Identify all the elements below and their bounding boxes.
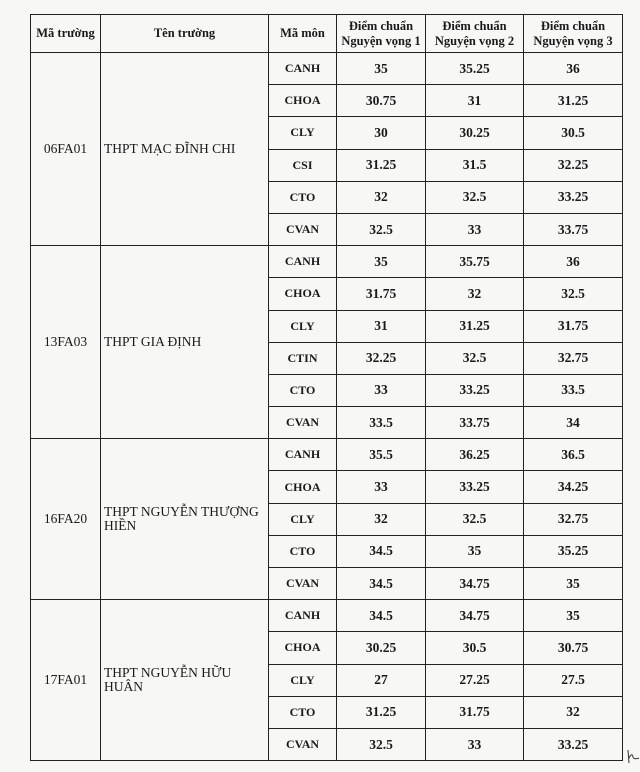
score-nv2: 31.25 — [426, 310, 524, 342]
score-nv1: 31.75 — [337, 278, 426, 310]
score-nv3: 27.5 — [524, 664, 623, 696]
subject-code: CHOA — [269, 85, 337, 117]
score-nv1: 31 — [337, 310, 426, 342]
table-row — [31, 439, 623, 471]
subject-code: CANH — [269, 439, 337, 471]
school-code: 13FA03 — [31, 246, 101, 439]
score-nv3: 36 — [524, 246, 623, 278]
score-nv2: 36.25 — [426, 439, 524, 471]
score-nv1: 31.25 — [337, 149, 426, 181]
score-nv3: 31.75 — [524, 310, 623, 342]
score-nv3: 35 — [524, 568, 623, 600]
header-nv1: Điểm chuẩn Nguyện vọng 1 — [337, 15, 426, 53]
score-nv2: 32.5 — [426, 181, 524, 213]
subject-code: CLY — [269, 310, 337, 342]
score-nv2: 33.25 — [426, 471, 524, 503]
score-nv3: 35.25 — [524, 535, 623, 567]
subject-code: CLY — [269, 664, 337, 696]
score-nv1: 34.5 — [337, 535, 426, 567]
score-nv1: 30.75 — [337, 85, 426, 117]
school-name: THPT GIA ĐỊNH — [101, 246, 269, 439]
score-nv2: 30.5 — [426, 632, 524, 664]
score-nv2: 32 — [426, 278, 524, 310]
header-school-code: Mã trường — [31, 15, 101, 53]
score-nv3: 33.5 — [524, 374, 623, 406]
table-row — [31, 53, 623, 85]
score-nv1: 30 — [337, 117, 426, 149]
header-nv3: Điểm chuẩn Nguyện vọng 3 — [524, 15, 623, 53]
header-school-name: Tên trường — [101, 15, 269, 53]
subject-code: CTO — [269, 535, 337, 567]
school-code: 16FA20 — [31, 439, 101, 600]
admission-scores-table — [30, 14, 623, 761]
score-nv2: 31.75 — [426, 696, 524, 728]
score-nv2: 33.25 — [426, 374, 524, 406]
score-nv3: 36.5 — [524, 439, 623, 471]
header-row — [31, 15, 623, 53]
score-nv2: 35.25 — [426, 53, 524, 85]
score-nv1: 32 — [337, 181, 426, 213]
score-nv1: 32.25 — [337, 342, 426, 374]
score-nv3: 32.75 — [524, 503, 623, 535]
subject-code: CTO — [269, 696, 337, 728]
score-nv2: 35 — [426, 535, 524, 567]
subject-code: CTIN — [269, 342, 337, 374]
subject-code: CVAN — [269, 568, 337, 600]
score-nv3: 35 — [524, 600, 623, 632]
score-nv2: 32.5 — [426, 503, 524, 535]
school-code: 06FA01 — [31, 53, 101, 246]
score-nv1: 34.5 — [337, 568, 426, 600]
score-nv1: 35 — [337, 246, 426, 278]
school-code: 17FA01 — [31, 600, 101, 761]
score-nv2: 34.75 — [426, 600, 524, 632]
table-row — [31, 600, 623, 632]
subject-code: CANH — [269, 246, 337, 278]
subject-code: CTO — [269, 181, 337, 213]
header-nv2: Điểm chuẩn Nguyện vọng 2 — [426, 15, 524, 53]
subject-code: CHOA — [269, 278, 337, 310]
score-nv3: 32.5 — [524, 278, 623, 310]
score-nv3: 32 — [524, 696, 623, 728]
subject-code: CVAN — [269, 407, 337, 439]
score-nv3: 36 — [524, 53, 623, 85]
score-nv3: 30.5 — [524, 117, 623, 149]
score-nv2: 31.5 — [426, 149, 524, 181]
score-nv1: 35.5 — [337, 439, 426, 471]
score-nv3: 31.25 — [524, 85, 623, 117]
subject-code: CVAN — [269, 213, 337, 245]
subject-code: CVAN — [269, 728, 337, 760]
score-nv3: 33.25 — [524, 728, 623, 760]
score-nv1: 34.5 — [337, 600, 426, 632]
score-nv2: 33 — [426, 213, 524, 245]
score-nv2: 30.25 — [426, 117, 524, 149]
score-nv2: 27.25 — [426, 664, 524, 696]
score-nv3: 32.25 — [524, 149, 623, 181]
score-nv2: 32.5 — [426, 342, 524, 374]
score-nv1: 27 — [337, 664, 426, 696]
subject-code: CTO — [269, 374, 337, 406]
score-nv1: 30.25 — [337, 632, 426, 664]
subject-code: CLY — [269, 117, 337, 149]
score-nv1: 33 — [337, 374, 426, 406]
subject-code: CHOA — [269, 471, 337, 503]
score-nv3: 34.25 — [524, 471, 623, 503]
subject-code: CHOA — [269, 632, 337, 664]
score-nv1: 32.5 — [337, 213, 426, 245]
score-nv2: 35.75 — [426, 246, 524, 278]
subject-code: CSI — [269, 149, 337, 181]
score-nv3: 33.75 — [524, 213, 623, 245]
subject-code: CANH — [269, 600, 337, 632]
score-nv1: 33 — [337, 471, 426, 503]
school-name: THPT NGUYỄN HỮU HUÂN — [101, 600, 269, 761]
score-nv2: 33.75 — [426, 407, 524, 439]
table-body — [31, 53, 623, 761]
header-subject-code: Mã môn — [269, 15, 337, 53]
signature-mark-icon — [626, 748, 640, 764]
score-nv1: 32.5 — [337, 728, 426, 760]
score-nv3: 34 — [524, 407, 623, 439]
school-name: THPT NGUYỄN THƯỢNG HIỀN — [101, 439, 269, 600]
score-nv1: 33.5 — [337, 407, 426, 439]
score-nv1: 31.25 — [337, 696, 426, 728]
score-nv2: 33 — [426, 728, 524, 760]
score-nv3: 30.75 — [524, 632, 623, 664]
score-nv3: 32.75 — [524, 342, 623, 374]
table-row — [31, 246, 623, 278]
subject-code: CLY — [269, 503, 337, 535]
score-nv1: 32 — [337, 503, 426, 535]
score-nv3: 33.25 — [524, 181, 623, 213]
subject-code: CANH — [269, 53, 337, 85]
score-nv2: 34.75 — [426, 568, 524, 600]
school-name: THPT MẠC ĐĨNH CHI — [101, 53, 269, 246]
score-nv1: 35 — [337, 53, 426, 85]
score-nv2: 31 — [426, 85, 524, 117]
